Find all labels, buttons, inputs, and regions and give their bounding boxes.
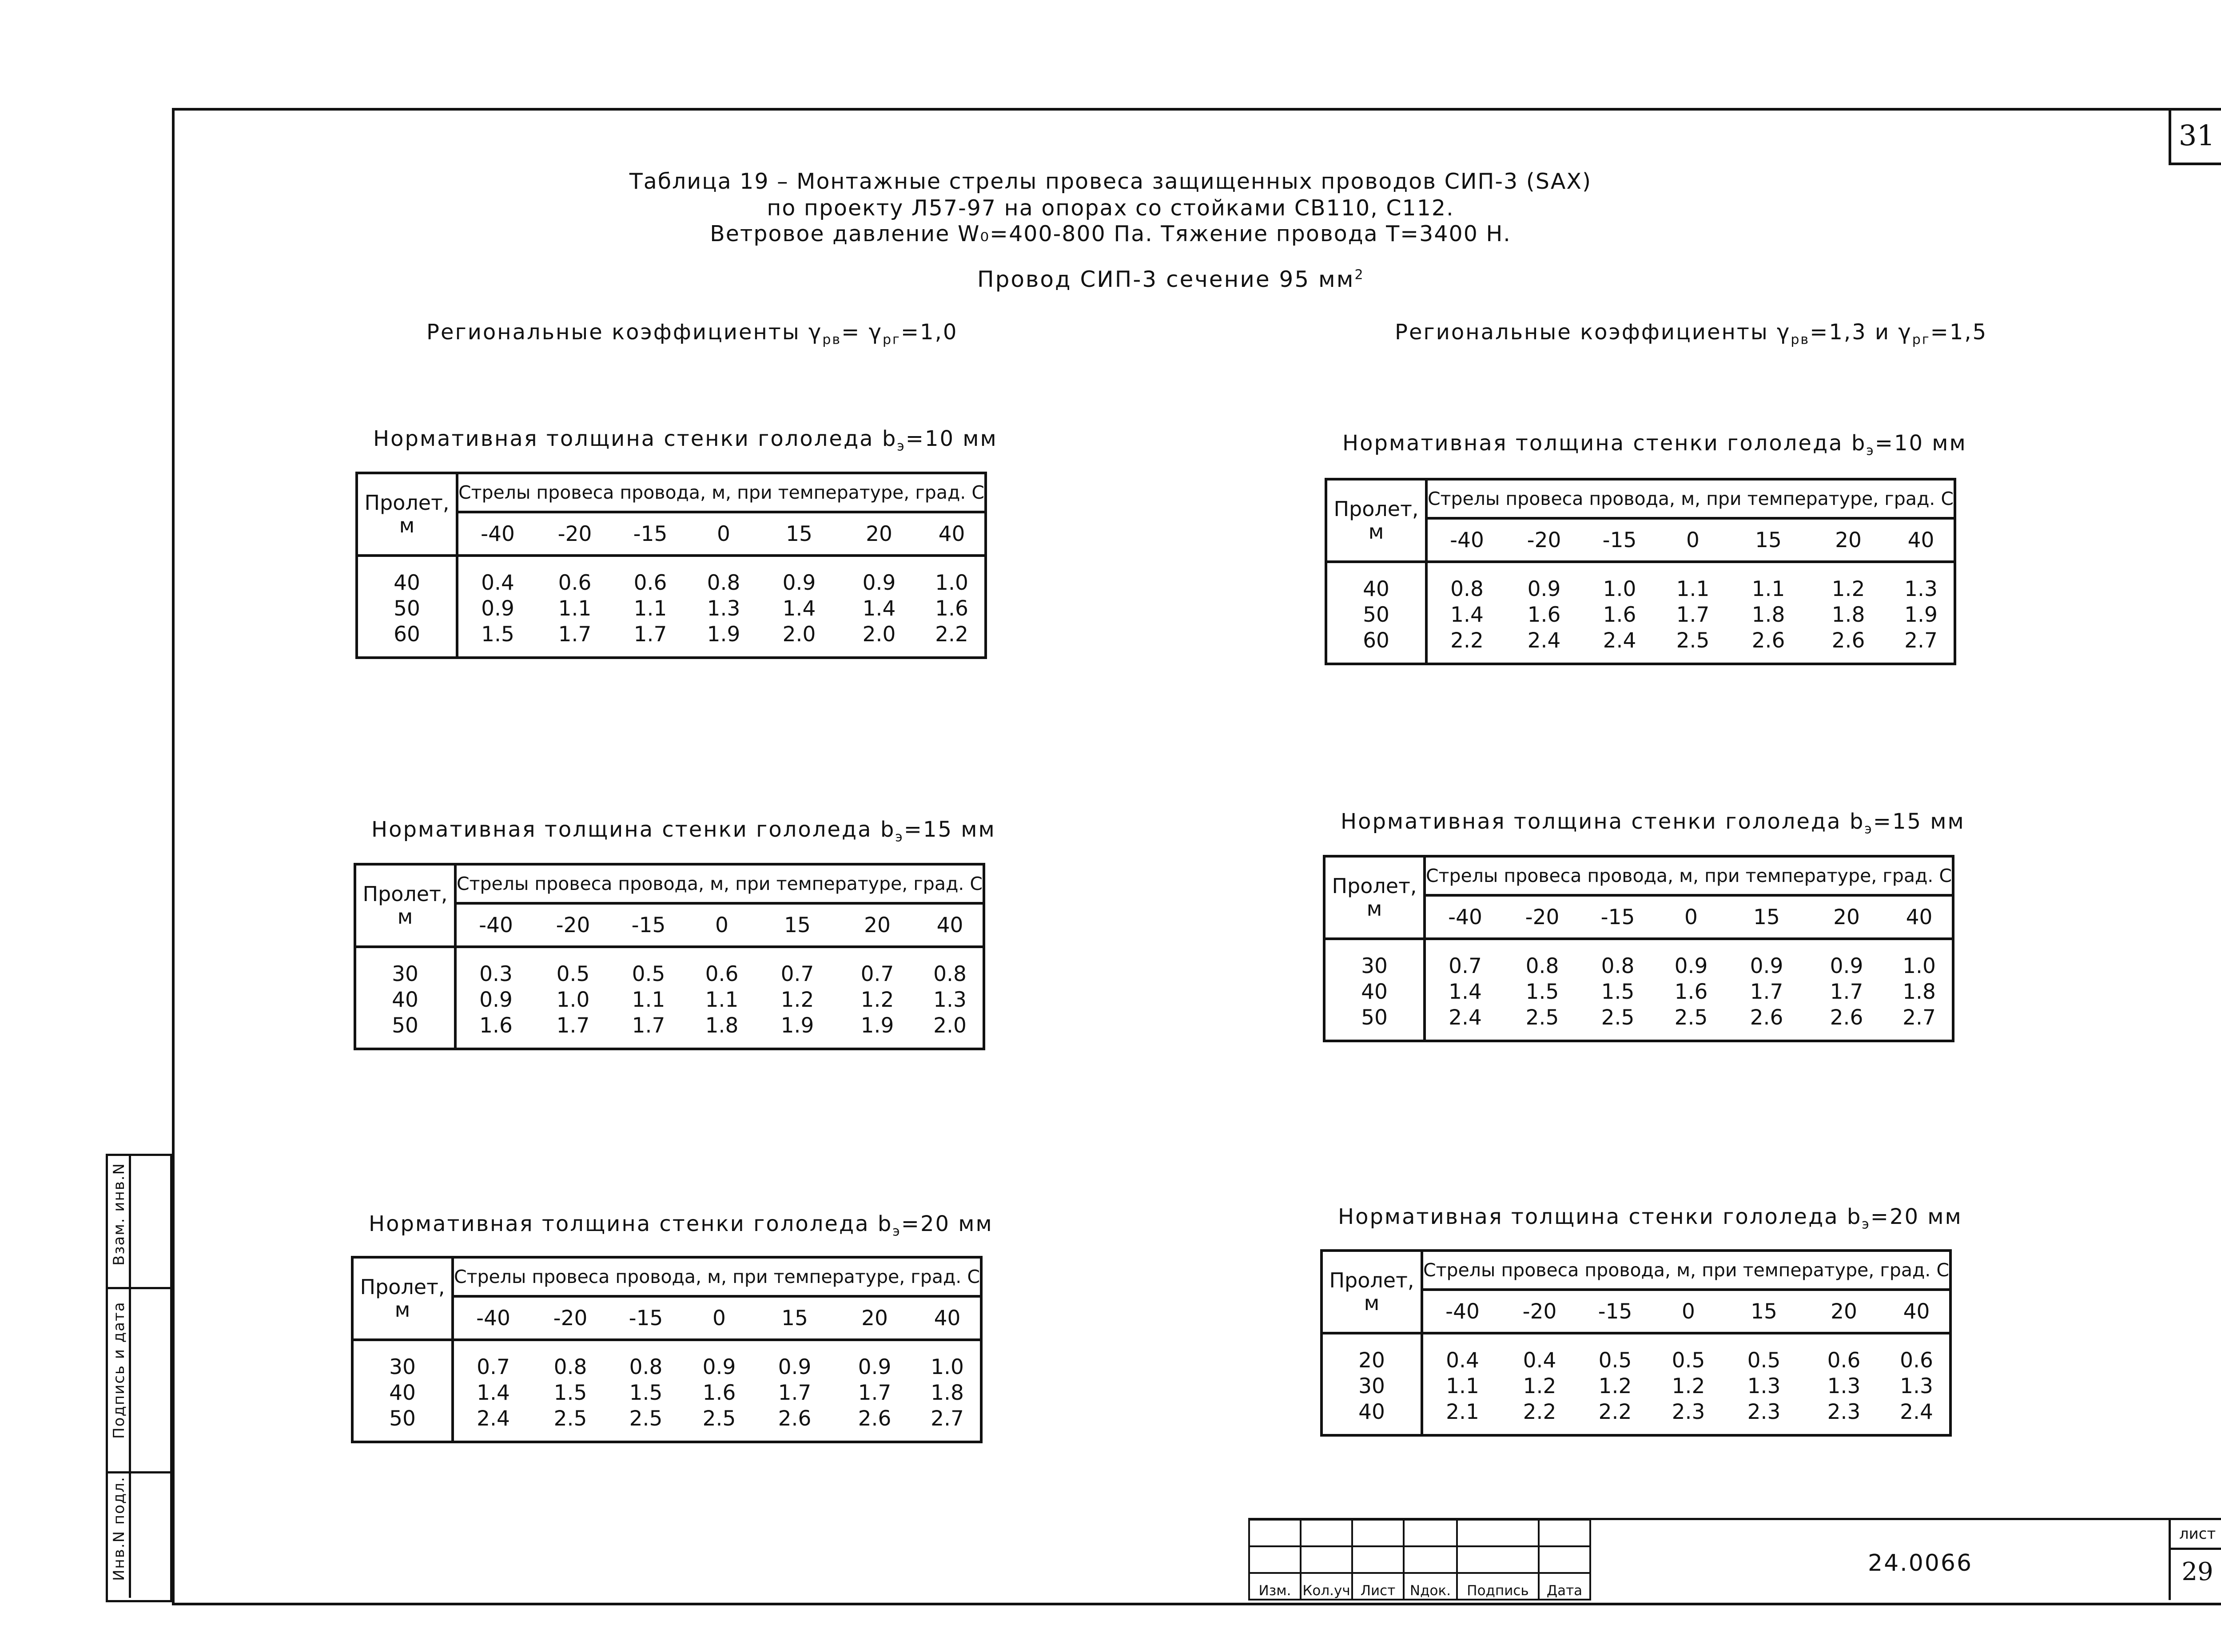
wire-section <box>977 266 1365 292</box>
table-row <box>355 1013 984 1039</box>
sag-cell: 1.7 <box>858 1381 892 1405</box>
sag-cell: 0.6 <box>633 571 667 595</box>
sag-cell: 0.8 <box>707 571 740 595</box>
span-header-unit: м <box>394 1298 410 1322</box>
sag-cell: 1.7 <box>633 622 667 647</box>
span-cell: 40 <box>1324 979 1425 1005</box>
sag-cell: 2.5 <box>1674 1005 1708 1030</box>
table-row <box>1324 953 1953 979</box>
span-header <box>1321 1251 1422 1333</box>
temperature-header: -20 <box>1505 895 1580 939</box>
region-right-sub2: рг <box>1912 332 1930 348</box>
ice-title-prefix: Нормативная толщина стенки гололеда b <box>1338 1204 1862 1229</box>
region-left-sub1: рв <box>822 332 842 348</box>
sag-cell: 2.5 <box>553 1406 587 1431</box>
temperature-header: 15 <box>755 1296 835 1340</box>
sag-table-left-15 <box>354 863 985 1050</box>
sag-cell: 1.7 <box>1830 980 1863 1004</box>
sag-cell: 0.5 <box>1747 1348 1781 1373</box>
sag-cell: 2.7 <box>915 1406 981 1432</box>
temperature-header: -40 <box>1425 895 1505 939</box>
temperature-header: 0 <box>684 1296 755 1340</box>
sag-cell: 2.5 <box>1525 1005 1559 1030</box>
ice-title-sub: э <box>1864 821 1873 837</box>
sag-cell: 1.7 <box>556 1013 590 1038</box>
sag-cell: 2.7 <box>1888 628 1955 654</box>
sag-cell: 1.3 <box>707 596 740 621</box>
sag-cell: 0.5 <box>632 962 665 986</box>
sag-cell: 0.4 <box>481 571 514 595</box>
ice-title-sub: э <box>1862 1216 1871 1232</box>
table-row <box>1324 1005 1953 1031</box>
sag-cell: 1.5 <box>553 1381 587 1405</box>
sag-cell: 2.5 <box>1601 1005 1635 1030</box>
span-header-label: Пролет, <box>1333 497 1419 521</box>
stamp-divider <box>129 1154 131 1598</box>
table-row <box>1326 576 1955 602</box>
region-left-suffix: =1,0 <box>900 320 958 345</box>
region-coefficients-right <box>1395 320 1987 348</box>
sag-cell: 2.4 <box>1884 1399 1950 1425</box>
sag-cell: 0.7 <box>1449 954 1482 978</box>
sag-cell: 0.4 <box>1523 1348 1556 1373</box>
span-cell: 60 <box>1326 628 1426 654</box>
sag-cell: 1.4 <box>1450 603 1484 627</box>
sag-cell: 1.1 <box>705 988 739 1012</box>
sag-cell: 1.2 <box>1672 1374 1705 1398</box>
sag-cell: 1.3 <box>1884 1374 1950 1399</box>
table-title-line-3: Ветровое давление W₀=400-800 Па. Тяжение провода Т=3400 Н. <box>710 221 1511 246</box>
span-cell: 30 <box>352 1354 453 1380</box>
sag-cell: 1.6 <box>1603 603 1636 627</box>
table-row <box>357 622 986 647</box>
sag-cell: 2.6 <box>778 1406 812 1431</box>
table-row <box>1321 1374 1950 1399</box>
table-title-line-1: Таблица 19 – Монтажные стрелы провеса защищенных проводов СИП-3 (SAX) <box>629 169 1592 194</box>
span-cell: 50 <box>355 1013 455 1039</box>
table-title-line-2: по проекту Л57-97 на опорах со стойками СВ110, С112. <box>767 195 1454 221</box>
sag-cell: 0.5 <box>1672 1348 1705 1373</box>
sag-cell: 1.0 <box>919 570 986 596</box>
table-row <box>357 596 986 622</box>
sag-cell: 2.6 <box>1751 628 1785 653</box>
sag-cell: 1.2 <box>1831 577 1865 601</box>
tb-label-izm: Изм. <box>1249 1573 1301 1600</box>
span-cell: 50 <box>357 596 457 622</box>
temperature-header: -15 <box>1580 895 1656 939</box>
tb-label-list: Лист <box>1352 1573 1404 1600</box>
sag-cell: 2.6 <box>858 1406 892 1431</box>
tb-label-data: Дата <box>1539 1573 1590 1600</box>
span-header <box>352 1257 453 1340</box>
sag-cell: 1.2 <box>860 988 894 1012</box>
sag-cell: 1.3 <box>1888 576 1955 602</box>
temperature-header: -20 <box>533 1296 608 1340</box>
region-left-sub2: рг <box>883 332 901 348</box>
sag-cell: 1.2 <box>1598 1374 1632 1398</box>
sag-table-right-10 <box>1325 478 1956 665</box>
sag-cell: 0.4 <box>1446 1348 1479 1373</box>
sag-cell: 0.5 <box>556 962 590 986</box>
sag-cell: 2.2 <box>1450 628 1484 653</box>
temperature-header: 15 <box>759 512 839 556</box>
temperature-header: 40 <box>1888 518 1955 562</box>
temperature-header: -15 <box>611 903 686 947</box>
sag-cell: 2.6 <box>1750 1005 1783 1030</box>
span-cell: 30 <box>1324 953 1425 979</box>
ice-title-prefix: Нормативная толщина стенки гололеда b <box>373 426 897 451</box>
span-cell: 30 <box>355 961 455 987</box>
temperature-header: 40 <box>1887 895 1953 939</box>
sag-cell: 1.1 <box>1676 577 1710 601</box>
sag-cell: 0.9 <box>479 988 513 1012</box>
temperature-header: -20 <box>1502 1290 1577 1333</box>
sag-cell: 1.6 <box>1527 603 1561 627</box>
span-header-label: Пролет, <box>364 491 450 515</box>
sag-cell: 1.9 <box>780 1013 814 1038</box>
span-header <box>1326 479 1426 562</box>
sag-cell: 2.1 <box>1446 1400 1479 1424</box>
ice-section-title-right-20 <box>1338 1204 1962 1232</box>
temperature-header: -40 <box>453 1296 533 1340</box>
ice-title-value: =15 мм <box>1873 809 1965 834</box>
sag-cell: 0.9 <box>1527 577 1561 601</box>
sag-cell: 1.8 <box>1751 603 1785 627</box>
sag-cell: 1.1 <box>632 988 665 1012</box>
sag-cell: 2.3 <box>1827 1400 1861 1424</box>
sag-cell: 0.8 <box>629 1355 663 1379</box>
sag-cell: 2.7 <box>1887 1005 1953 1031</box>
temperature-header: 20 <box>1808 518 1888 562</box>
sag-cell: 0.6 <box>558 571 592 595</box>
temperature-header: -40 <box>457 512 537 556</box>
sag-header: Стрелы провеса провода, м, при температуре, град. С <box>457 473 986 512</box>
sag-cell: 1.0 <box>1603 577 1636 601</box>
sag-cell: 0.8 <box>917 961 984 987</box>
tb-label-koluch: Кол.уч <box>1301 1573 1352 1600</box>
temperature-header: -15 <box>1577 1290 1653 1333</box>
sag-cell: 1.4 <box>862 596 896 621</box>
ice-title-prefix: Нормативная толщина стенки гололеда b <box>1341 809 1865 834</box>
span-header-unit: м <box>397 905 413 929</box>
sag-cell: 1.2 <box>780 988 814 1012</box>
temperature-header: 20 <box>837 903 917 947</box>
region-right-suffix: =1,5 <box>1930 320 1988 345</box>
sag-header: Стрелы провеса провода, м, при температуре, град. С <box>455 864 984 903</box>
temperature-header: 40 <box>915 1296 981 1340</box>
sag-cell: 1.4 <box>477 1381 510 1405</box>
sag-cell: 2.4 <box>477 1406 510 1431</box>
sag-cell: 1.7 <box>632 1013 665 1038</box>
sag-cell: 0.9 <box>862 571 896 595</box>
region-coefficients-left <box>426 320 958 348</box>
temperature-header: 40 <box>1884 1290 1950 1333</box>
table-row <box>352 1406 981 1432</box>
sag-cell: 0.9 <box>858 1355 892 1379</box>
span-cell: 40 <box>1326 576 1426 602</box>
temperature-header: 15 <box>1724 1290 1804 1333</box>
span-header-unit: м <box>1364 1291 1380 1315</box>
temperature-header: -15 <box>613 512 688 556</box>
sag-table-left-10 <box>355 472 987 659</box>
temperature-header: 20 <box>835 1296 915 1340</box>
region-right-prefix: Региональные коэффициенты γ <box>1395 320 1791 345</box>
table-row <box>1321 1399 1950 1425</box>
tb-label-ndok: Nдок. <box>1404 1573 1457 1600</box>
sag-cell: 0.8 <box>553 1355 587 1379</box>
sag-cell: 2.0 <box>917 1013 984 1039</box>
ice-section-title-left-10 <box>373 426 998 454</box>
sag-cell: 0.9 <box>1830 954 1863 978</box>
sag-cell: 1.5 <box>1601 980 1635 1004</box>
sheet-label: лист <box>2171 1520 2221 1550</box>
sag-cell: 0.8 <box>1525 954 1559 978</box>
table-row <box>1324 979 1953 1005</box>
table-row <box>357 570 986 596</box>
sag-cell: 0.9 <box>778 1355 812 1379</box>
span-cell: 40 <box>352 1380 453 1406</box>
sag-cell: 2.2 <box>919 622 986 647</box>
page-number: 31 <box>2169 109 2221 165</box>
sag-cell: 2.4 <box>1603 628 1636 653</box>
sag-cell: 2.2 <box>1523 1400 1556 1424</box>
title-block-top-line <box>1248 1518 2221 1520</box>
ice-title-prefix: Нормативная толщина стенки гололеда b <box>371 817 896 842</box>
sag-cell: 0.3 <box>479 962 513 986</box>
sag-cell: 1.7 <box>1676 603 1710 627</box>
sag-table-left-20 <box>351 1256 983 1443</box>
ice-title-value: =20 мм <box>1870 1204 1962 1229</box>
span-cell: 20 <box>1321 1348 1422 1374</box>
sag-cell: 0.9 <box>481 596 514 621</box>
sag-cell: 1.1 <box>1446 1374 1479 1398</box>
sag-header: Стрелы провеса провода, м, при температуре, град. С <box>1422 1251 1950 1290</box>
sag-table-right-15 <box>1323 855 1954 1042</box>
sag-cell: 1.6 <box>1674 980 1708 1004</box>
header-row <box>352 1257 981 1296</box>
sag-header: Стрелы провеса провода, м, при температуре, град. С <box>1426 479 1955 518</box>
sag-cell: 0.7 <box>477 1355 510 1379</box>
temperature-header: 0 <box>686 903 757 947</box>
sag-cell: 0.7 <box>780 962 814 986</box>
sag-cell: 2.5 <box>1676 628 1710 653</box>
table-row <box>1326 602 1955 628</box>
sag-cell: 1.4 <box>782 596 816 621</box>
span-cell: 50 <box>352 1406 453 1432</box>
temperature-header: 40 <box>919 512 986 556</box>
sag-cell: 2.6 <box>1831 628 1865 653</box>
sag-cell: 1.6 <box>702 1381 736 1405</box>
temperature-header: -20 <box>535 903 611 947</box>
ice-section-title-left-15 <box>371 817 996 845</box>
sag-cell: 1.8 <box>1887 979 1953 1005</box>
table-row <box>355 961 984 987</box>
stamp-swap-inv-label: Взам. инв.N <box>110 1162 128 1266</box>
span-header <box>1324 856 1425 939</box>
sag-cell: 2.3 <box>1747 1400 1781 1424</box>
stamp-sign-date-label: Подпись и дата <box>110 1301 128 1439</box>
sag-cell: 1.5 <box>1525 980 1559 1004</box>
header-row <box>1321 1251 1950 1290</box>
temperature-header: 20 <box>1804 1290 1884 1333</box>
temperature-header: -40 <box>455 903 535 947</box>
sag-cell: 2.3 <box>1672 1400 1705 1424</box>
sag-cell: 1.3 <box>917 987 984 1013</box>
ice-title-value: =10 мм <box>1875 431 1967 456</box>
span-cell: 50 <box>1326 602 1426 628</box>
ice-title-value: =20 мм <box>901 1211 993 1236</box>
ice-section-title-right-10 <box>1342 431 1967 459</box>
sag-cell: 0.6 <box>1884 1348 1950 1374</box>
table-row <box>355 987 984 1013</box>
sag-cell: 1.1 <box>633 596 667 621</box>
sheet-number: 29 <box>2181 1557 2213 1586</box>
temperature-header: -15 <box>608 1296 684 1340</box>
temperature-header: 15 <box>757 903 837 947</box>
span-header <box>357 473 457 556</box>
sag-cell: 1.5 <box>629 1381 663 1405</box>
sag-cell: 0.6 <box>705 962 739 986</box>
sag-cell: 1.1 <box>1751 577 1785 601</box>
span-cell: 40 <box>355 987 455 1013</box>
span-cell: 30 <box>1321 1374 1422 1399</box>
temperature-header: 15 <box>1728 518 1808 562</box>
title-block-grid <box>1248 1519 1591 1600</box>
sag-cell: 1.8 <box>705 1013 739 1038</box>
span-header-label: Пролет, <box>1329 1268 1414 1293</box>
sag-cell: 1.7 <box>778 1381 812 1405</box>
sag-cell: 1.8 <box>915 1380 981 1406</box>
sag-cell: 1.9 <box>1888 602 1955 628</box>
temperature-header: -40 <box>1426 518 1506 562</box>
sag-header: Стрелы провеса провода, м, при температуре, град. С <box>453 1257 981 1296</box>
ice-title-sub: э <box>897 438 906 454</box>
sag-cell: 1.9 <box>707 622 740 647</box>
sheet-box <box>2169 1520 2221 1600</box>
sag-cell: 1.0 <box>915 1354 981 1380</box>
sag-cell: 1.7 <box>558 622 592 647</box>
temperature-header: 0 <box>1657 518 1728 562</box>
sag-cell: 1.6 <box>479 1013 513 1038</box>
header-row <box>355 864 984 903</box>
ice-title-prefix: Нормативная толщина стенки гололеда b <box>1342 431 1867 456</box>
span-header-label: Пролет, <box>1332 874 1417 898</box>
sag-cell: 1.3 <box>1827 1374 1861 1398</box>
ice-section-title-right-15 <box>1341 809 1965 837</box>
ice-title-value: =15 мм <box>904 817 996 842</box>
sag-cell: 0.8 <box>1601 954 1635 978</box>
tb-label-podpis: Подпись <box>1457 1573 1539 1600</box>
span-header-unit: м <box>1368 520 1384 544</box>
sag-cell: 2.4 <box>1449 1005 1482 1030</box>
sag-cell: 2.4 <box>1527 628 1561 653</box>
span-cell: 40 <box>1321 1399 1422 1425</box>
ice-title-value: =10 мм <box>905 426 998 451</box>
sag-table-right-20 <box>1320 1249 1952 1437</box>
sag-cell: 1.8 <box>1831 603 1865 627</box>
temperature-header: -15 <box>1582 518 1657 562</box>
temperature-header: -40 <box>1422 1290 1502 1333</box>
header-row <box>1326 479 1955 518</box>
region-left-mid: = γ <box>841 320 883 345</box>
temperature-header: 15 <box>1727 895 1807 939</box>
region-right-sub1: рв <box>1791 332 1810 348</box>
sag-cell: 1.6 <box>919 596 986 622</box>
sag-cell: 0.5 <box>1598 1348 1632 1373</box>
sag-cell: 1.2 <box>1523 1374 1556 1398</box>
wire-section-text: Провод СИП-3 сечение 95 мм <box>977 266 1355 292</box>
sag-cell: 2.2 <box>1598 1400 1632 1424</box>
ice-title-sub: э <box>892 1223 901 1239</box>
ice-title-sub: э <box>1866 443 1875 459</box>
sag-cell: 0.9 <box>702 1355 736 1379</box>
temperature-header: 0 <box>1653 1290 1724 1333</box>
sag-cell: 2.0 <box>782 622 816 647</box>
temperature-header: 0 <box>1656 895 1727 939</box>
span-cell: 60 <box>357 622 457 647</box>
temperature-header: 40 <box>917 903 984 947</box>
ice-section-title-left-20 <box>369 1211 993 1239</box>
span-header-label: Пролет, <box>360 1275 445 1299</box>
sag-cell: 1.5 <box>481 622 514 647</box>
span-header-unit: м <box>399 513 415 537</box>
span-header-label: Пролет, <box>362 882 448 906</box>
table-row <box>1321 1348 1950 1374</box>
sag-cell: 0.9 <box>1674 954 1708 978</box>
span-cell: 50 <box>1324 1005 1425 1031</box>
temperature-header: 20 <box>1807 895 1887 939</box>
table-row <box>352 1354 981 1380</box>
sag-header: Стрелы провеса провода, м, при температуре, град. С <box>1425 856 1953 895</box>
stamp-inv-orig-label: Инв.N подл. <box>110 1476 128 1581</box>
sag-cell: 1.7 <box>1750 980 1783 1004</box>
temperature-header: -20 <box>537 512 613 556</box>
sag-cell: 1.0 <box>1887 953 1953 979</box>
sag-cell: 1.1 <box>558 596 592 621</box>
sag-cell: 0.9 <box>1750 954 1783 978</box>
span-header-unit: м <box>1366 897 1382 921</box>
sag-cell: 2.6 <box>1830 1005 1863 1030</box>
sag-cell: 1.4 <box>1449 980 1482 1004</box>
sag-cell: 1.0 <box>556 988 590 1012</box>
ice-title-sub: э <box>895 829 904 845</box>
span-cell: 40 <box>357 570 457 596</box>
region-right-mid: =1,3 и γ <box>1810 320 1912 345</box>
sag-cell: 0.9 <box>782 571 816 595</box>
temperature-header: -20 <box>1506 518 1582 562</box>
sag-cell: 0.8 <box>1450 577 1484 601</box>
span-header <box>355 864 455 947</box>
sag-cell: 2.0 <box>862 622 896 647</box>
sag-cell: 0.6 <box>1827 1348 1861 1373</box>
sag-cell: 1.9 <box>860 1013 894 1038</box>
region-left-prefix: Региональные коэффициенты γ <box>426 320 823 345</box>
table-row <box>1326 628 1955 654</box>
document-code: 24.0066 <box>1868 1550 1973 1577</box>
sag-cell: 2.5 <box>629 1406 663 1431</box>
temperature-header: 0 <box>688 512 759 556</box>
wire-section-sup: 2 <box>1354 267 1365 283</box>
temperature-header: 20 <box>839 512 919 556</box>
sag-cell: 0.7 <box>860 962 894 986</box>
sag-cell: 2.5 <box>702 1406 736 1431</box>
table-row <box>352 1380 981 1406</box>
ice-title-prefix: Нормативная толщина стенки гололеда b <box>369 1211 893 1236</box>
header-row <box>1324 856 1953 895</box>
sag-cell: 1.3 <box>1747 1374 1781 1398</box>
header-row <box>357 473 986 512</box>
